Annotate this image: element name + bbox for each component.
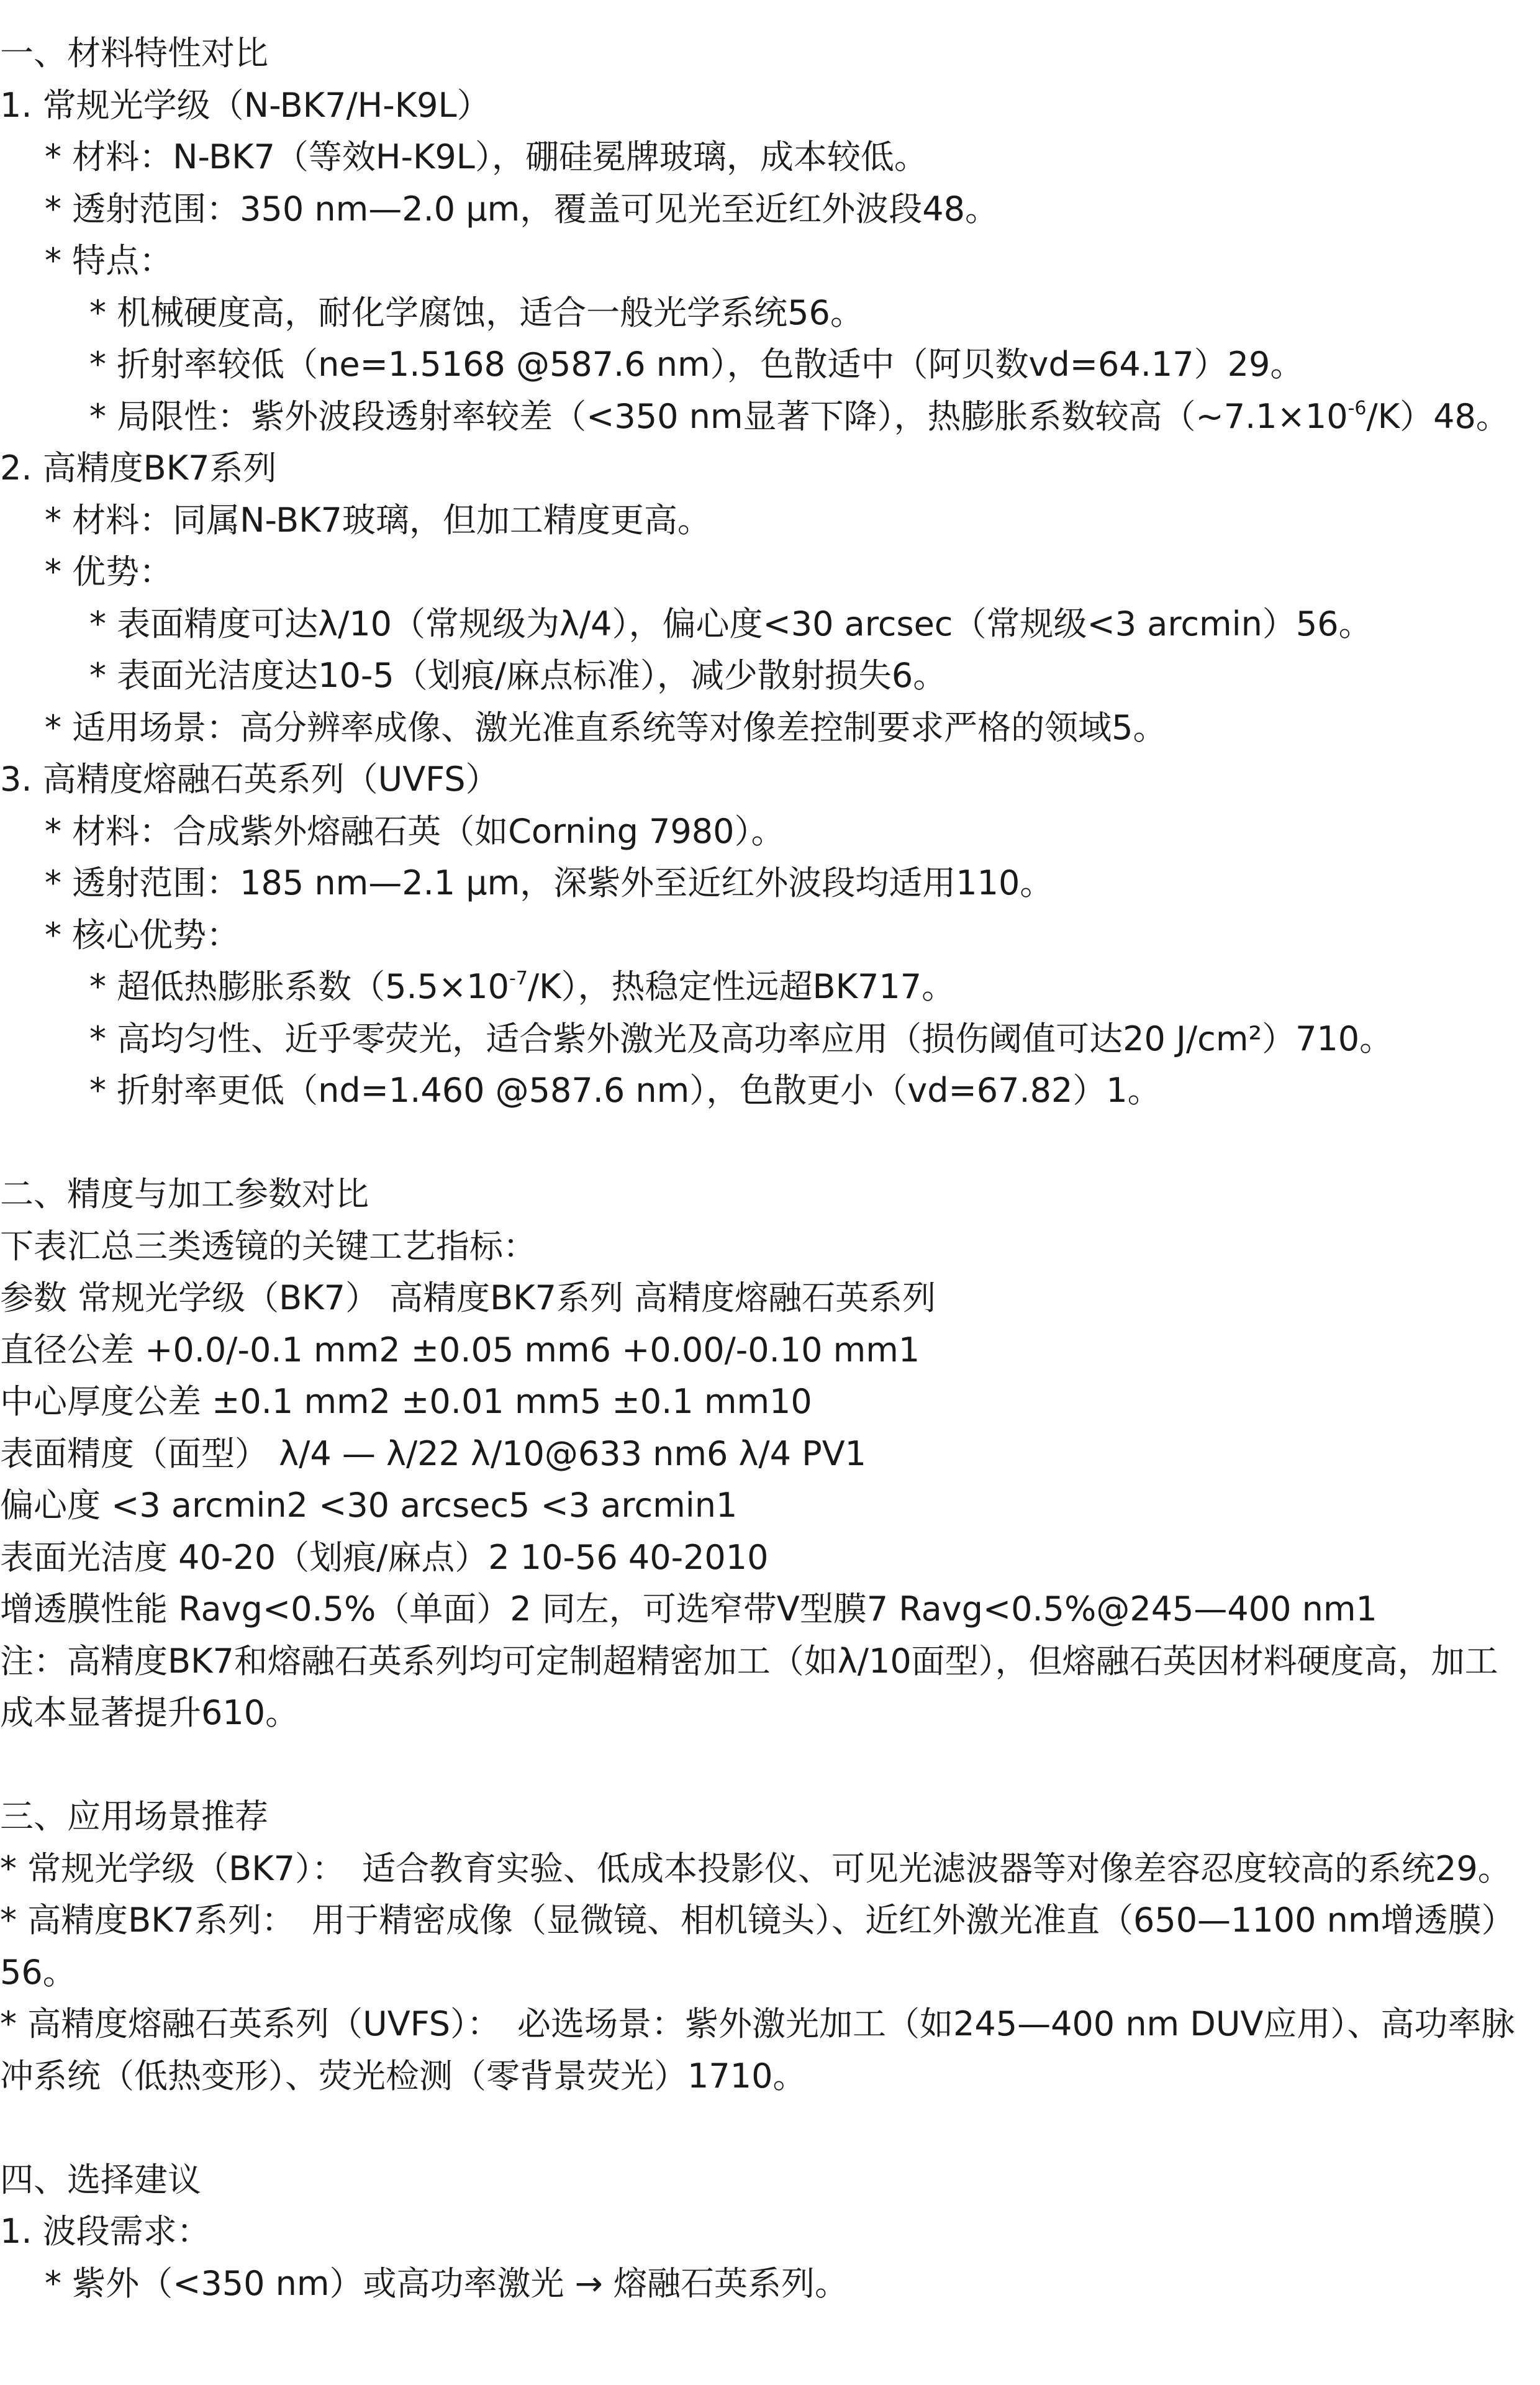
thermal-text: * 超低热膨胀系数（5.5×10 xyxy=(89,967,510,1006)
bullet-material: * 材料：N-BK7（等效H-K9L），硼硅冕牌玻璃，成本较低。 xyxy=(45,137,928,176)
bullet-transmission-range: * 透射范围：350 nm—2.0 μm，覆盖可见光至近红外波段48。 xyxy=(45,189,999,229)
subsection-title-high-precision-bk7: 2. 高精度BK7系列 xyxy=(0,448,277,488)
bullet-material: * 材料：合成紫外熔融石英（如Corning 7980）。 xyxy=(45,811,785,851)
subsection-title-fused-silica: 3. 高精度熔融石英系列（UVFS） xyxy=(0,760,499,799)
exponent: -6 xyxy=(1348,397,1367,419)
bullet-feature-refraction: * 折射率较低（ne=1.5168 @587.6 nm），色散适中（阿贝数vd=64.17）29。 xyxy=(89,345,1304,384)
bullet-transmission-range: * 透射范围：185 nm—2.1 μm，深紫外至近红外波段均适用110。 xyxy=(45,863,1054,902)
bullet-core-refraction: * 折射率更低（nd=1.460 @587.6 nm），色散更小（vd=67.82）1。 xyxy=(89,1071,1161,1110)
subsection-title-standard: 1. 常规光学级（N-BK7/H-K9L） xyxy=(0,85,491,125)
blank-line xyxy=(0,1117,1540,1169)
bullet-core-thermal xyxy=(0,961,1540,1013)
section-heading-materials: 一、材料特性对比 xyxy=(0,34,268,73)
bullet-feature-hardness: * 机械硬度高，耐化学腐蚀，适合一般光学系统56。 xyxy=(89,293,864,332)
table-row: 偏心度 <3 arcmin2 <30 arcsec5 <3 arcmin1 xyxy=(0,1486,738,1525)
limitation-text-end: /K）48。 xyxy=(1366,396,1510,436)
bullet-core-advantages-label: * 核心优势： xyxy=(45,915,240,955)
selection-item-waveband: 1. 波段需求： xyxy=(0,2212,211,2251)
list-item: * 高精度BK7系列： 用于精密成像（显微镜、相机镜头）、近红外激光准直（650—1100 nm增透膜）56。 xyxy=(0,1901,1515,1992)
exponent: -7 xyxy=(509,968,528,989)
table-row: 增透膜性能 Ravg<0.5%（单面）2 同左，可选窄带V型膜7 Ravg<0.5%@245—400 nm1 xyxy=(0,1589,1377,1629)
list-item: * 常规光学级（BK7）： 适合教育实验、低成本投影仪、可见光滤波器等对像差容忍度较高的系统29。 xyxy=(0,1848,1511,1888)
blank-line xyxy=(0,2102,1540,2154)
bullet-advantage-surface-quality: * 表面光洁度达10-5（划痕/麻点标准），减少散射损失6。 xyxy=(89,656,947,695)
bullet-material: * 材料：同属N-BK7玻璃，但加工精度更高。 xyxy=(45,500,711,540)
table-note: 注：高精度BK7和熔融石英系列均可定制超精密加工（如λ/10面型），但熔融石英因材料硬度高，加工成本显著提升610。 xyxy=(0,1641,1498,1732)
section-heading-parameters: 二、精度与加工参数对比 xyxy=(0,1174,369,1214)
bullet-features-label: * 特点： xyxy=(45,241,173,280)
list-item: * 高精度熔融石英系列（UVFS）： 必选场景：紫外激光加工（如245—400 nm DUV应用）、高功率脉冲系统（低热变形）、荧光检测（零背景荧光）1710。 xyxy=(0,2004,1515,2096)
bullet-feature-limitation xyxy=(0,391,1540,443)
table-row: 表面光洁度 40-20（划痕/麻点）2 10-56 40-2010 xyxy=(0,1537,769,1577)
section-heading-selection: 四、选择建议 xyxy=(0,2160,201,2199)
limitation-text: * 局限性：紫外波段透射率较差（<350 nm显著下降），热膨胀系数较高（~7.1×10 xyxy=(89,396,1348,436)
section-heading-applications: 三、应用场景推荐 xyxy=(0,1797,268,1836)
bullet-application-scene: * 适用场景：高分辨率成像、激光准直系统等对像差控制要求严格的领域5。 xyxy=(45,707,1167,747)
table-row: 参数 常规光学级（BK7） 高精度BK7系列 高精度熔融石英系列 xyxy=(0,1278,936,1317)
bullet-uv-recommendation: * 紫外（<350 nm）或高功率激光 → 熔融石英系列。 xyxy=(45,2263,849,2303)
blank-line xyxy=(0,1739,1540,1791)
bullet-advantage-surface-accuracy: * 表面精度可达λ/10（常规级为λ/4），偏心度<30 arcsec（常规级<3 arcmin）56。 xyxy=(89,604,1372,643)
table-row: 表面精度（面型） λ/4 — λ/22 λ/10@633 nm6 λ/4 PV1 xyxy=(0,1433,867,1473)
bullet-advantages-label: * 优势： xyxy=(45,552,173,591)
table-intro: 下表汇总三类透镜的关键工艺指标： xyxy=(0,1226,537,1266)
table-row: 中心厚度公差 ±0.1 mm2 ±0.01 mm5 ±0.1 mm10 xyxy=(0,1382,812,1421)
table-row: 直径公差 +0.0/-0.1 mm2 ±0.05 mm6 +0.00/-0.10 mm1 xyxy=(0,1330,920,1370)
thermal-text-end: /K），热稳定性远超BK717。 xyxy=(527,967,956,1006)
bullet-core-uniformity: * 高均匀性、近乎零荧光，适合紫外激光及高功率应用（损伤阈值可达20 J/cm²）710。 xyxy=(89,1019,1393,1058)
